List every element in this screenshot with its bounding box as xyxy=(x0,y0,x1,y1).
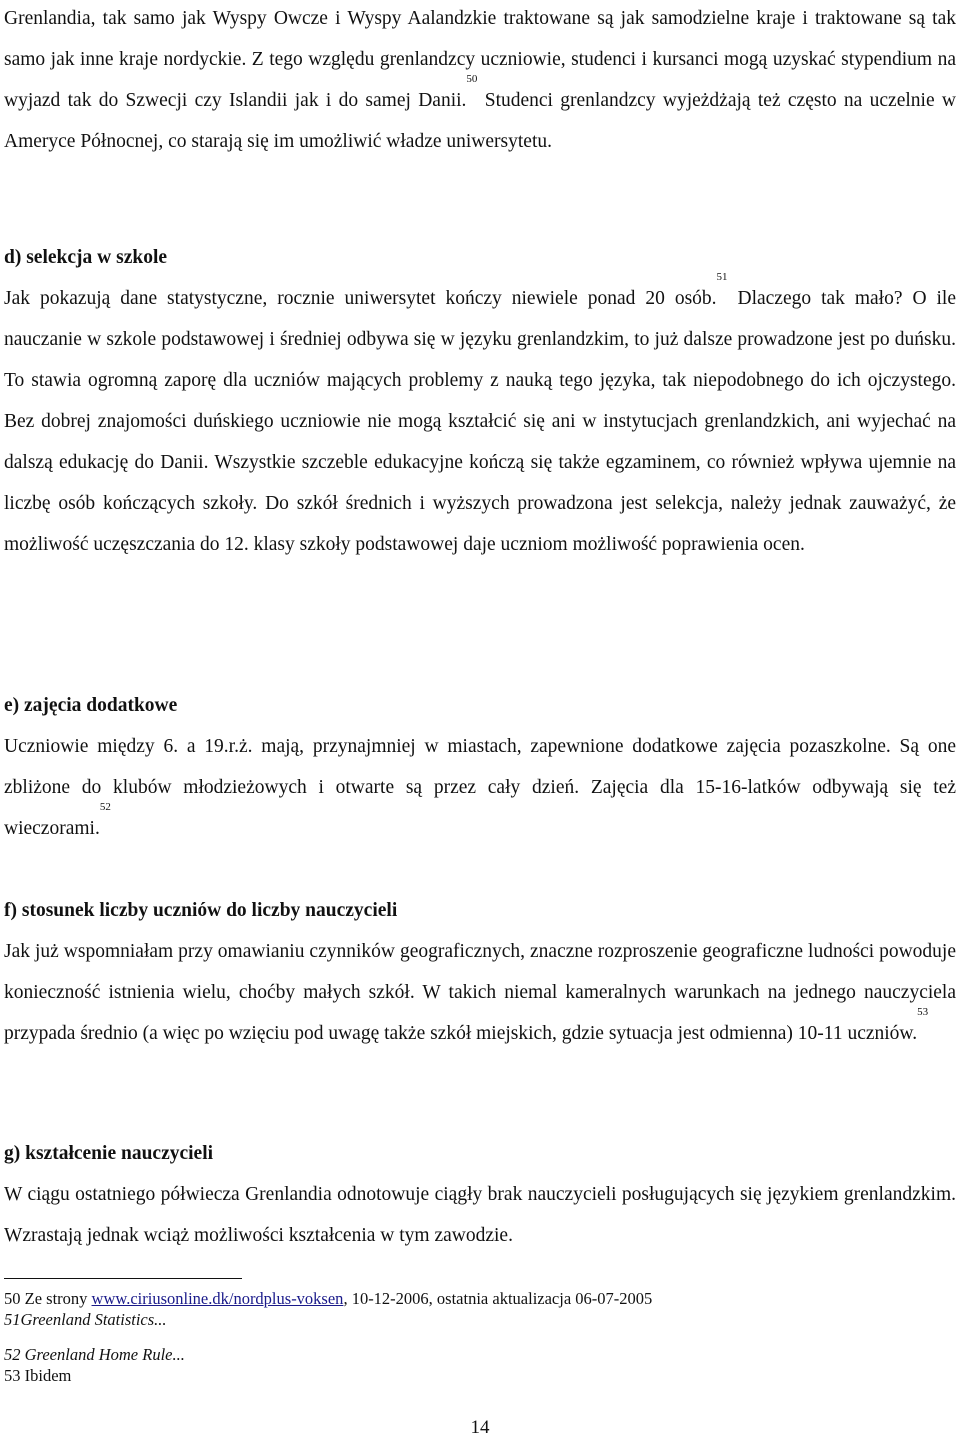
footnote-53: 53 Ibidem xyxy=(4,1366,72,1385)
heading-ksztalcenie: g) kształcenie nauczycieli xyxy=(4,1143,214,1164)
paragraph-text: W ciągu ostatniego półwiecza Grenlandia odnotowuje ciągły brak nauczycieli posługujących się językiem grenlandzkim. Wzrastają jednak wciąż możliwości kształcenia w tym zawodzie. xyxy=(4,1184,956,1246)
footnote-ref-50[interactable]: 50 xyxy=(466,73,478,85)
paragraph-text: Jak pokazują dane statystyczne, rocznie uniwersytet kończy niewiele ponad 20 osób. xyxy=(4,288,717,309)
footnote-ref-53[interactable]: 53 xyxy=(917,1006,929,1018)
paragraph-text: Dlaczego tak mało? O ile nauczanie w szkole podstawowej i średniej odbywa się w języku grenlandzkim, to już dalsze prowadzone jest po duńsku. To stawia ogromną zaporę dla uczniów mających problemy z nauką tego języka, tak niepodobnego do ich ojczystego. Bez dobrej znajomości duńskiego uczniowie nie mogą kształcić się ani w instytucjach grenlandzkich, ani wyjechać na dalszą edukację do Danii. Wszystkie szczeble edukacyjne kończą się także egzaminem, co również wpływa ujemnie na liczbę osób kończących szkoły. Do szkół średnich i wyższych prowadzona jest selekcja, należy jednak zauważyć, że możliwość uczęszczania do 12. klasy szkoły podstawowej daje uczniom możliwość poprawienia ocen. xyxy=(4,288,956,555)
heading-zajecia: e) zajęcia dodatkowe xyxy=(4,695,178,716)
paragraph-stosunek xyxy=(4,931,956,1054)
paragraph-zajecia xyxy=(4,726,956,849)
paragraph-scholarships xyxy=(4,0,956,162)
footnote-link[interactable]: www.ciriusonline.dk/nordplus-voksen xyxy=(91,1289,344,1308)
footnote-51: 51Greenland Statistics... xyxy=(4,1310,167,1329)
paragraph-text: Jak już wspomniałam przy omawianiu czynników geograficznych, znaczne rozproszenie geograficzne ludności powoduje konieczność istnienia wielu, choćby małych szkół. W takich niemal kameralnych warunkach na jednego nauczyciela przypada średnio (a więc po wzięciu pod uwagę także szkół miejskich, gdzie sytuacja jest odmienna) 10-11 uczniów. xyxy=(4,941,956,1044)
footnote-ref-52[interactable]: 52 xyxy=(99,801,111,813)
paragraph-text: Uczniowie między 6. a 19.r.ż. mają, przynajmniej w miastach, zapewnione dodatkowe zajęcia pozaszkolne. Są one zbliżone do klubów młodzieżowych i otwarte są przez cały dzień. Zajęcia dla 15-16-latków odbywają się też wieczorami. xyxy=(4,736,956,839)
footnote-ref-51[interactable]: 51 xyxy=(716,271,728,283)
page-number: 14 xyxy=(470,1417,490,1438)
heading-stosunek: f) stosunek liczby uczniów do liczby nauczycieli xyxy=(4,900,398,921)
document-page xyxy=(4,0,956,1440)
paragraph-text: Studenci grenlandzcy wyjeżdżają też często na uczelnie w Ameryce Północnej, co starają się im umożliwić władze uniwersytetu. xyxy=(4,90,956,152)
heading-selekcja: d) selekcja w szkole xyxy=(4,247,168,268)
footnote-50: 50 Ze strony www.ciriusonline.dk/nordplus-voksen, 10-12-2006, ostatnia aktualizacja 06-07-2005 xyxy=(4,1289,653,1308)
paragraph-ksztalcenie xyxy=(4,1174,956,1256)
footnote-52: 52 Greenland Home Rule... xyxy=(4,1345,185,1364)
paragraph-selekcja xyxy=(4,271,956,565)
paragraph-text: Grenlandia, tak samo jak Wyspy Owcze i Wyspy Aalandzkie traktowane są jak samodzielne kraje i traktowane są tak samo jak inne kraje nordyckie. Z tego względu grenlandzcy uczniowie, studenci i kursanci mogą uzyskać stypendium na wyjazd tak do Szwecji czy Islandii jak i do samej Danii. xyxy=(4,8,956,111)
footnote-separator xyxy=(4,1278,242,1279)
